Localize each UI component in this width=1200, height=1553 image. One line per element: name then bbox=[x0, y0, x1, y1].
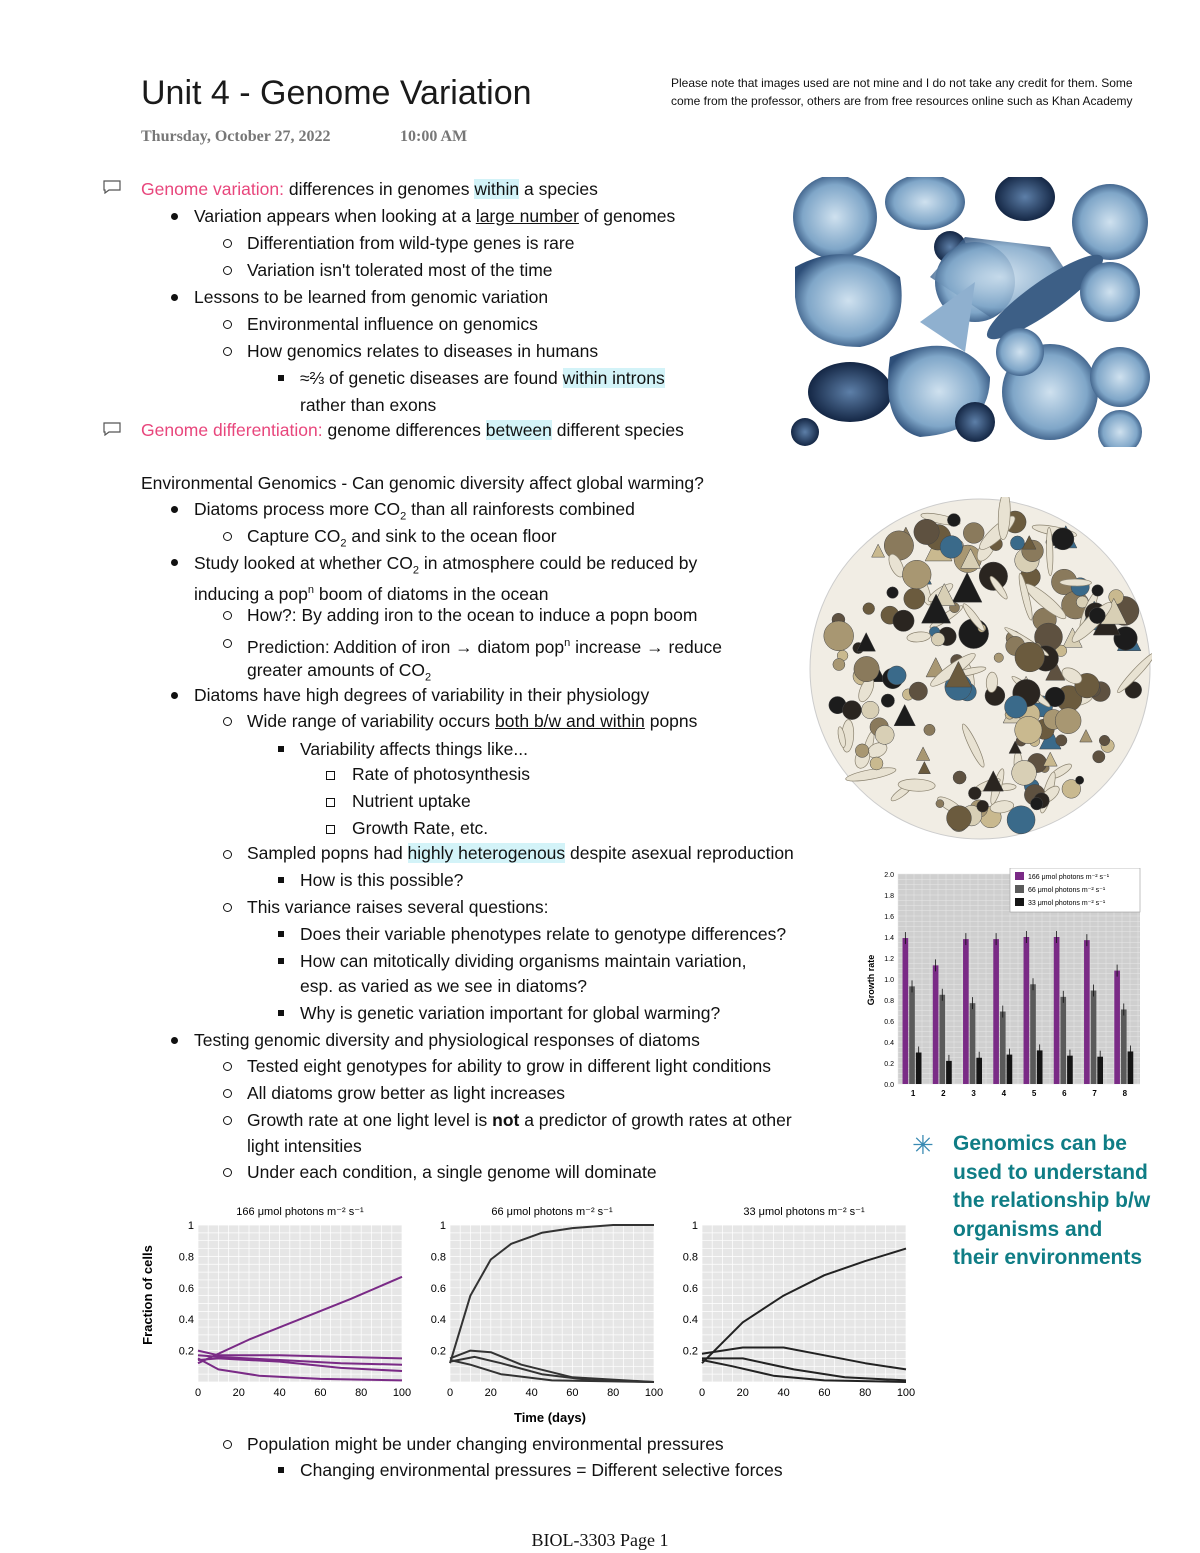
y-tick-label: 1 bbox=[439, 1220, 446, 1232]
y-tick-label: 0.4 bbox=[682, 1314, 698, 1327]
x-tick-label: 3 bbox=[971, 1089, 976, 1098]
bullet bbox=[278, 1467, 284, 1473]
y-tick-label: 0.2 bbox=[430, 1345, 446, 1358]
diatom-shape bbox=[855, 744, 869, 758]
note-line: Diatoms process more $CO_2$ than all rainforests combined bbox=[194, 499, 635, 523]
note-line: Variation appears when looking at a large number of genomes bbox=[194, 206, 676, 226]
note-line: This variance raises several questions: bbox=[247, 897, 549, 917]
x-tick-label: 60 bbox=[818, 1387, 831, 1399]
note-line: Wide range of variability occurs both b/w and within popns bbox=[247, 711, 698, 731]
diatom-shape bbox=[893, 610, 914, 631]
diatom-shape bbox=[887, 587, 898, 598]
diatom-shape bbox=[862, 701, 879, 718]
y-tick-label: 0.8 bbox=[884, 998, 894, 1005]
x-tick-label: 40 bbox=[273, 1387, 286, 1399]
legend-swatch bbox=[1015, 898, 1024, 906]
page-footer: BIOL-3303 Page 1 bbox=[531, 1530, 669, 1550]
diatom-shape bbox=[924, 724, 935, 735]
note-line: light intensities bbox=[247, 1136, 362, 1156]
note-line: How can mitotically dividing organisms maintain variation, bbox=[300, 951, 747, 971]
genome-differentiation-line: Genome differentiation: genome differences between different species bbox=[141, 420, 684, 440]
growth-rate-bar-chart bbox=[862, 868, 1144, 1100]
bar bbox=[933, 965, 939, 1084]
diatom-shape bbox=[833, 658, 845, 670]
bullet bbox=[278, 931, 284, 937]
x-tick-label: 60 bbox=[566, 1387, 579, 1399]
bullet bbox=[326, 771, 335, 780]
x-tick-label: 5 bbox=[1031, 1089, 1037, 1098]
legend-swatch bbox=[1015, 885, 1024, 893]
y-axis-label: Growth rate bbox=[866, 954, 876, 1006]
diatom-shape bbox=[1093, 751, 1105, 763]
note-line: ≈⅔ of genetic diseases are found within introns bbox=[300, 368, 665, 388]
diatom-shape bbox=[824, 621, 854, 651]
y-axis-label: Fraction of cells bbox=[140, 1245, 155, 1345]
line-chart-panel bbox=[179, 1206, 411, 1399]
bullet bbox=[223, 611, 232, 620]
diatom-shape bbox=[1010, 536, 1024, 550]
y-tick-label: 1.4 bbox=[884, 935, 894, 942]
diatom-shape bbox=[994, 653, 1003, 662]
bullet bbox=[223, 347, 232, 356]
note-line: Sampled popns had highly heterogenous despite asexual reproduction bbox=[247, 843, 794, 863]
x-tick-label: 80 bbox=[607, 1387, 620, 1399]
x-tick-label: 100 bbox=[644, 1387, 664, 1399]
diatom-collage-image bbox=[790, 177, 1150, 447]
y-tick-label: 0.8 bbox=[682, 1251, 698, 1264]
bullet bbox=[278, 1010, 284, 1016]
x-tick-label: 20 bbox=[736, 1387, 749, 1399]
chart-title: 166 μmol photons m⁻² s⁻¹ bbox=[236, 1206, 364, 1218]
bullet bbox=[223, 266, 232, 275]
diatom-shape bbox=[1056, 735, 1067, 746]
note-time: 10:00 AM bbox=[400, 128, 468, 145]
comment-icon[interactable] bbox=[103, 180, 121, 194]
bullet bbox=[278, 958, 284, 964]
note-line: Nutrient uptake bbox=[352, 791, 471, 811]
bar bbox=[1121, 1009, 1127, 1084]
diatom-shape bbox=[909, 682, 927, 700]
bar bbox=[1084, 940, 1090, 1084]
bullet bbox=[223, 1168, 232, 1177]
legend-label: 66 μmol photons m⁻² s⁻¹ bbox=[1028, 887, 1106, 894]
x-tick-label: 0 bbox=[698, 1387, 706, 1399]
legend-label: 166 μmol photons m⁻² s⁻¹ bbox=[1028, 874, 1110, 881]
bullet bbox=[223, 532, 232, 541]
note-line: Capture $CO_2$ and sink to the ocean floor bbox=[247, 526, 557, 550]
y-tick-label: 0.2 bbox=[884, 1061, 894, 1068]
bar bbox=[1054, 937, 1060, 1084]
y-tick-label: 0.4 bbox=[178, 1314, 194, 1327]
y-tick-label: 0.8 bbox=[178, 1251, 194, 1264]
bullet bbox=[278, 746, 284, 752]
line-chart-panel bbox=[431, 1206, 663, 1399]
note-line: Lessons to be learned from genomic variation bbox=[194, 287, 549, 307]
x-tick-label: 80 bbox=[355, 1387, 368, 1399]
diatom-shape bbox=[1015, 716, 1042, 743]
bar bbox=[1114, 971, 1120, 1084]
bullet bbox=[223, 717, 232, 726]
y-tick-label: 1.0 bbox=[884, 977, 894, 984]
bullet bbox=[223, 1440, 232, 1449]
diatom-shape bbox=[854, 656, 879, 681]
bar bbox=[1030, 984, 1036, 1084]
bullet bbox=[326, 825, 335, 834]
note-line: All diatoms grow better as light increases bbox=[247, 1083, 566, 1103]
diatom-shape bbox=[1055, 708, 1081, 734]
note-line: Does their variable phenotypes relate to genotype differences? bbox=[300, 924, 787, 944]
note-line: Population might be under changing environmental pressures bbox=[247, 1434, 724, 1454]
x-tick-label: 20 bbox=[232, 1387, 245, 1399]
fraction-of-cells-line-charts bbox=[140, 1195, 920, 1425]
bar bbox=[1000, 1012, 1006, 1084]
x-tick-label: 20 bbox=[484, 1387, 497, 1399]
x-axis-label: Time (days) bbox=[513, 1410, 587, 1425]
diatom-shape bbox=[902, 560, 931, 589]
y-tick-label: 0.0 bbox=[884, 1082, 894, 1089]
bullet bbox=[223, 903, 232, 912]
diatom-shape bbox=[953, 771, 966, 784]
note-line: Growth Rate, etc. bbox=[352, 818, 489, 838]
bullet bbox=[223, 1089, 232, 1098]
note-line: Study looked at whether $CO_2$ in atmosphere could be reduced by bbox=[194, 553, 698, 577]
note-line: Variability affects things like... bbox=[300, 739, 528, 759]
chart-title: 33 μmol photons m⁻² s⁻¹ bbox=[743, 1206, 865, 1218]
x-tick-label: 100 bbox=[392, 1387, 412, 1399]
note-line: Diatoms have high degrees of variability in their physiology bbox=[194, 685, 650, 705]
diatom-shape bbox=[863, 603, 875, 615]
y-tick-label: 1.8 bbox=[884, 893, 894, 900]
bullet bbox=[278, 375, 284, 381]
x-tick-label: 80 bbox=[859, 1387, 872, 1399]
bullet bbox=[171, 559, 178, 566]
comment-icon[interactable] bbox=[103, 422, 121, 436]
x-tick-label: 2 bbox=[941, 1089, 946, 1098]
diatom-plate-image bbox=[808, 497, 1152, 841]
x-tick-label: 4 bbox=[1001, 1089, 1007, 1098]
bar bbox=[963, 939, 969, 1084]
bullet bbox=[171, 213, 178, 220]
legend-swatch bbox=[1015, 872, 1024, 880]
x-tick-label: 0 bbox=[446, 1387, 454, 1399]
diatom-shape bbox=[914, 519, 939, 544]
diatom-shape bbox=[1060, 579, 1092, 587]
note-line: Tested eight genotypes for ability to grow in different light conditions bbox=[247, 1056, 772, 1076]
x-tick-label: 60 bbox=[314, 1387, 327, 1399]
diatom-shape bbox=[1099, 735, 1110, 746]
bar bbox=[909, 986, 915, 1084]
y-tick-label: 0.6 bbox=[682, 1282, 698, 1295]
note-line: Environmental influence on genomics bbox=[247, 314, 538, 334]
bar bbox=[903, 938, 909, 1084]
bullet bbox=[326, 798, 335, 807]
y-tick-label: 0.2 bbox=[682, 1345, 698, 1358]
diatom-shape bbox=[1007, 806, 1035, 834]
y-tick-label: 1.2 bbox=[884, 956, 894, 963]
line-chart-panel bbox=[683, 1206, 915, 1399]
diatom-shape bbox=[940, 536, 963, 559]
note-line: Differentiation from wild-type genes is rare bbox=[247, 233, 575, 253]
diatom-shape bbox=[875, 725, 894, 744]
bullet bbox=[223, 320, 232, 329]
y-tick-label: 0.6 bbox=[884, 1019, 894, 1026]
bar bbox=[1024, 937, 1030, 1084]
disclaimer-text: Please note that images used are not mine and I do not take any credit for them. Some come from the professor, others are from free resources online such as Khan Academy bbox=[671, 76, 1133, 108]
y-tick-label: 0.6 bbox=[178, 1282, 194, 1295]
x-tick-label: 7 bbox=[1092, 1089, 1097, 1098]
diatom-shape bbox=[1005, 696, 1028, 719]
bullet bbox=[171, 1037, 178, 1044]
diatom-shape bbox=[968, 787, 981, 800]
diatom-shape bbox=[947, 514, 960, 527]
bullet bbox=[278, 877, 284, 883]
note-line: esp. as varied as we see in diatoms? bbox=[300, 976, 587, 996]
legend-label: 33 μmol photons m⁻² s⁻¹ bbox=[1028, 900, 1106, 907]
bullet bbox=[223, 639, 232, 648]
x-tick-label: 6 bbox=[1062, 1089, 1067, 1098]
diatom-shape bbox=[1052, 528, 1074, 550]
note-line: Under each condition, a single genome will dominate bbox=[247, 1162, 657, 1182]
x-tick-label: 100 bbox=[896, 1387, 916, 1399]
page-title: Unit 4 - Genome Variation bbox=[141, 74, 532, 112]
note-line: How is this possible? bbox=[300, 870, 464, 890]
bullet bbox=[223, 239, 232, 248]
note-line: How?: By adding iron to the ocean to induce a popn boom bbox=[247, 605, 698, 625]
diatom-shape bbox=[1030, 798, 1042, 810]
diatom-shape bbox=[904, 588, 925, 609]
bullet bbox=[223, 1116, 232, 1125]
diatom-shape bbox=[977, 800, 989, 812]
asterisk-icon: ✳ bbox=[912, 1130, 934, 1160]
bar bbox=[1060, 997, 1066, 1084]
genome-variation-line: Genome variation: differences in genomes within a species bbox=[141, 179, 598, 199]
chart-title: 66 μmol photons m⁻² s⁻¹ bbox=[491, 1206, 613, 1218]
note-line: Testing genomic diversity and physiological responses of diatoms bbox=[194, 1030, 700, 1050]
diatom-shape bbox=[881, 694, 894, 707]
diatom-shape bbox=[931, 633, 944, 646]
note-line: rather than exons bbox=[300, 395, 437, 415]
note-line: Rate of photosynthesis bbox=[352, 764, 531, 784]
y-tick-label: 2.0 bbox=[884, 872, 894, 879]
bullet bbox=[171, 692, 178, 699]
note-line: Prediction: Addition of iron → diatom pop$^n$ increase → reduce bbox=[247, 636, 723, 657]
diatom-shape bbox=[1012, 760, 1037, 785]
y-tick-label: 0.4 bbox=[884, 1040, 894, 1047]
x-tick-label: 0 bbox=[194, 1387, 202, 1399]
bar bbox=[970, 1003, 976, 1084]
note-line: Growth rate at one light level is not a predictor of growth rates at other bbox=[247, 1110, 792, 1130]
diatom-shape bbox=[947, 806, 972, 831]
diatom-shape bbox=[963, 523, 984, 544]
y-tick-label: 0.6 bbox=[430, 1282, 446, 1295]
bullet bbox=[171, 294, 178, 301]
note-line: inducing a pop$^n$ boom of diatoms in the ocean bbox=[194, 583, 549, 604]
bar bbox=[939, 995, 945, 1084]
diatom-shape bbox=[936, 800, 944, 808]
bullet bbox=[223, 850, 232, 859]
note-date: Thursday, October 27, 2022 bbox=[141, 128, 331, 145]
note-line: Variation isn't tolerated most of the time bbox=[247, 260, 553, 280]
diatom-shape bbox=[1015, 642, 1045, 672]
callout-text: Genomics can be used to understand the relationship b/w organisms and their environments bbox=[953, 1132, 1151, 1269]
diatom-shape bbox=[870, 757, 883, 770]
x-tick-label: 40 bbox=[525, 1387, 538, 1399]
diatom-shape bbox=[842, 701, 861, 720]
section-heading: Environmental Genomics - Can genomic diversity affect global warming? bbox=[141, 473, 704, 493]
bullet bbox=[223, 1062, 232, 1071]
y-tick-label: 0.8 bbox=[430, 1251, 446, 1264]
x-tick-label: 8 bbox=[1122, 1089, 1128, 1098]
diatom-shape bbox=[1092, 585, 1103, 596]
note-line: How genomics relates to diseases in humans bbox=[247, 341, 599, 361]
y-tick-label: 1 bbox=[187, 1220, 194, 1232]
x-tick-label: 1 bbox=[910, 1089, 916, 1098]
bullet bbox=[171, 506, 178, 513]
diatom-shape bbox=[887, 666, 906, 685]
y-tick-label: 0.4 bbox=[430, 1314, 446, 1327]
y-tick-label: 1.6 bbox=[884, 914, 894, 921]
note-line: Changing environmental pressures = Different selective forces bbox=[300, 1460, 783, 1480]
y-tick-label: 1 bbox=[691, 1220, 698, 1232]
x-tick-label: 40 bbox=[777, 1387, 790, 1399]
diatom-shape bbox=[1089, 608, 1105, 624]
note-line: Why is genetic variation important for global warming? bbox=[300, 1003, 721, 1023]
y-tick-label: 0.2 bbox=[178, 1345, 194, 1358]
diatom-shape bbox=[884, 531, 913, 560]
bar bbox=[993, 939, 999, 1084]
bar bbox=[1091, 991, 1097, 1084]
note-line: greater amounts of $CO_2$ bbox=[247, 660, 432, 684]
diatom-shape bbox=[1076, 776, 1084, 784]
